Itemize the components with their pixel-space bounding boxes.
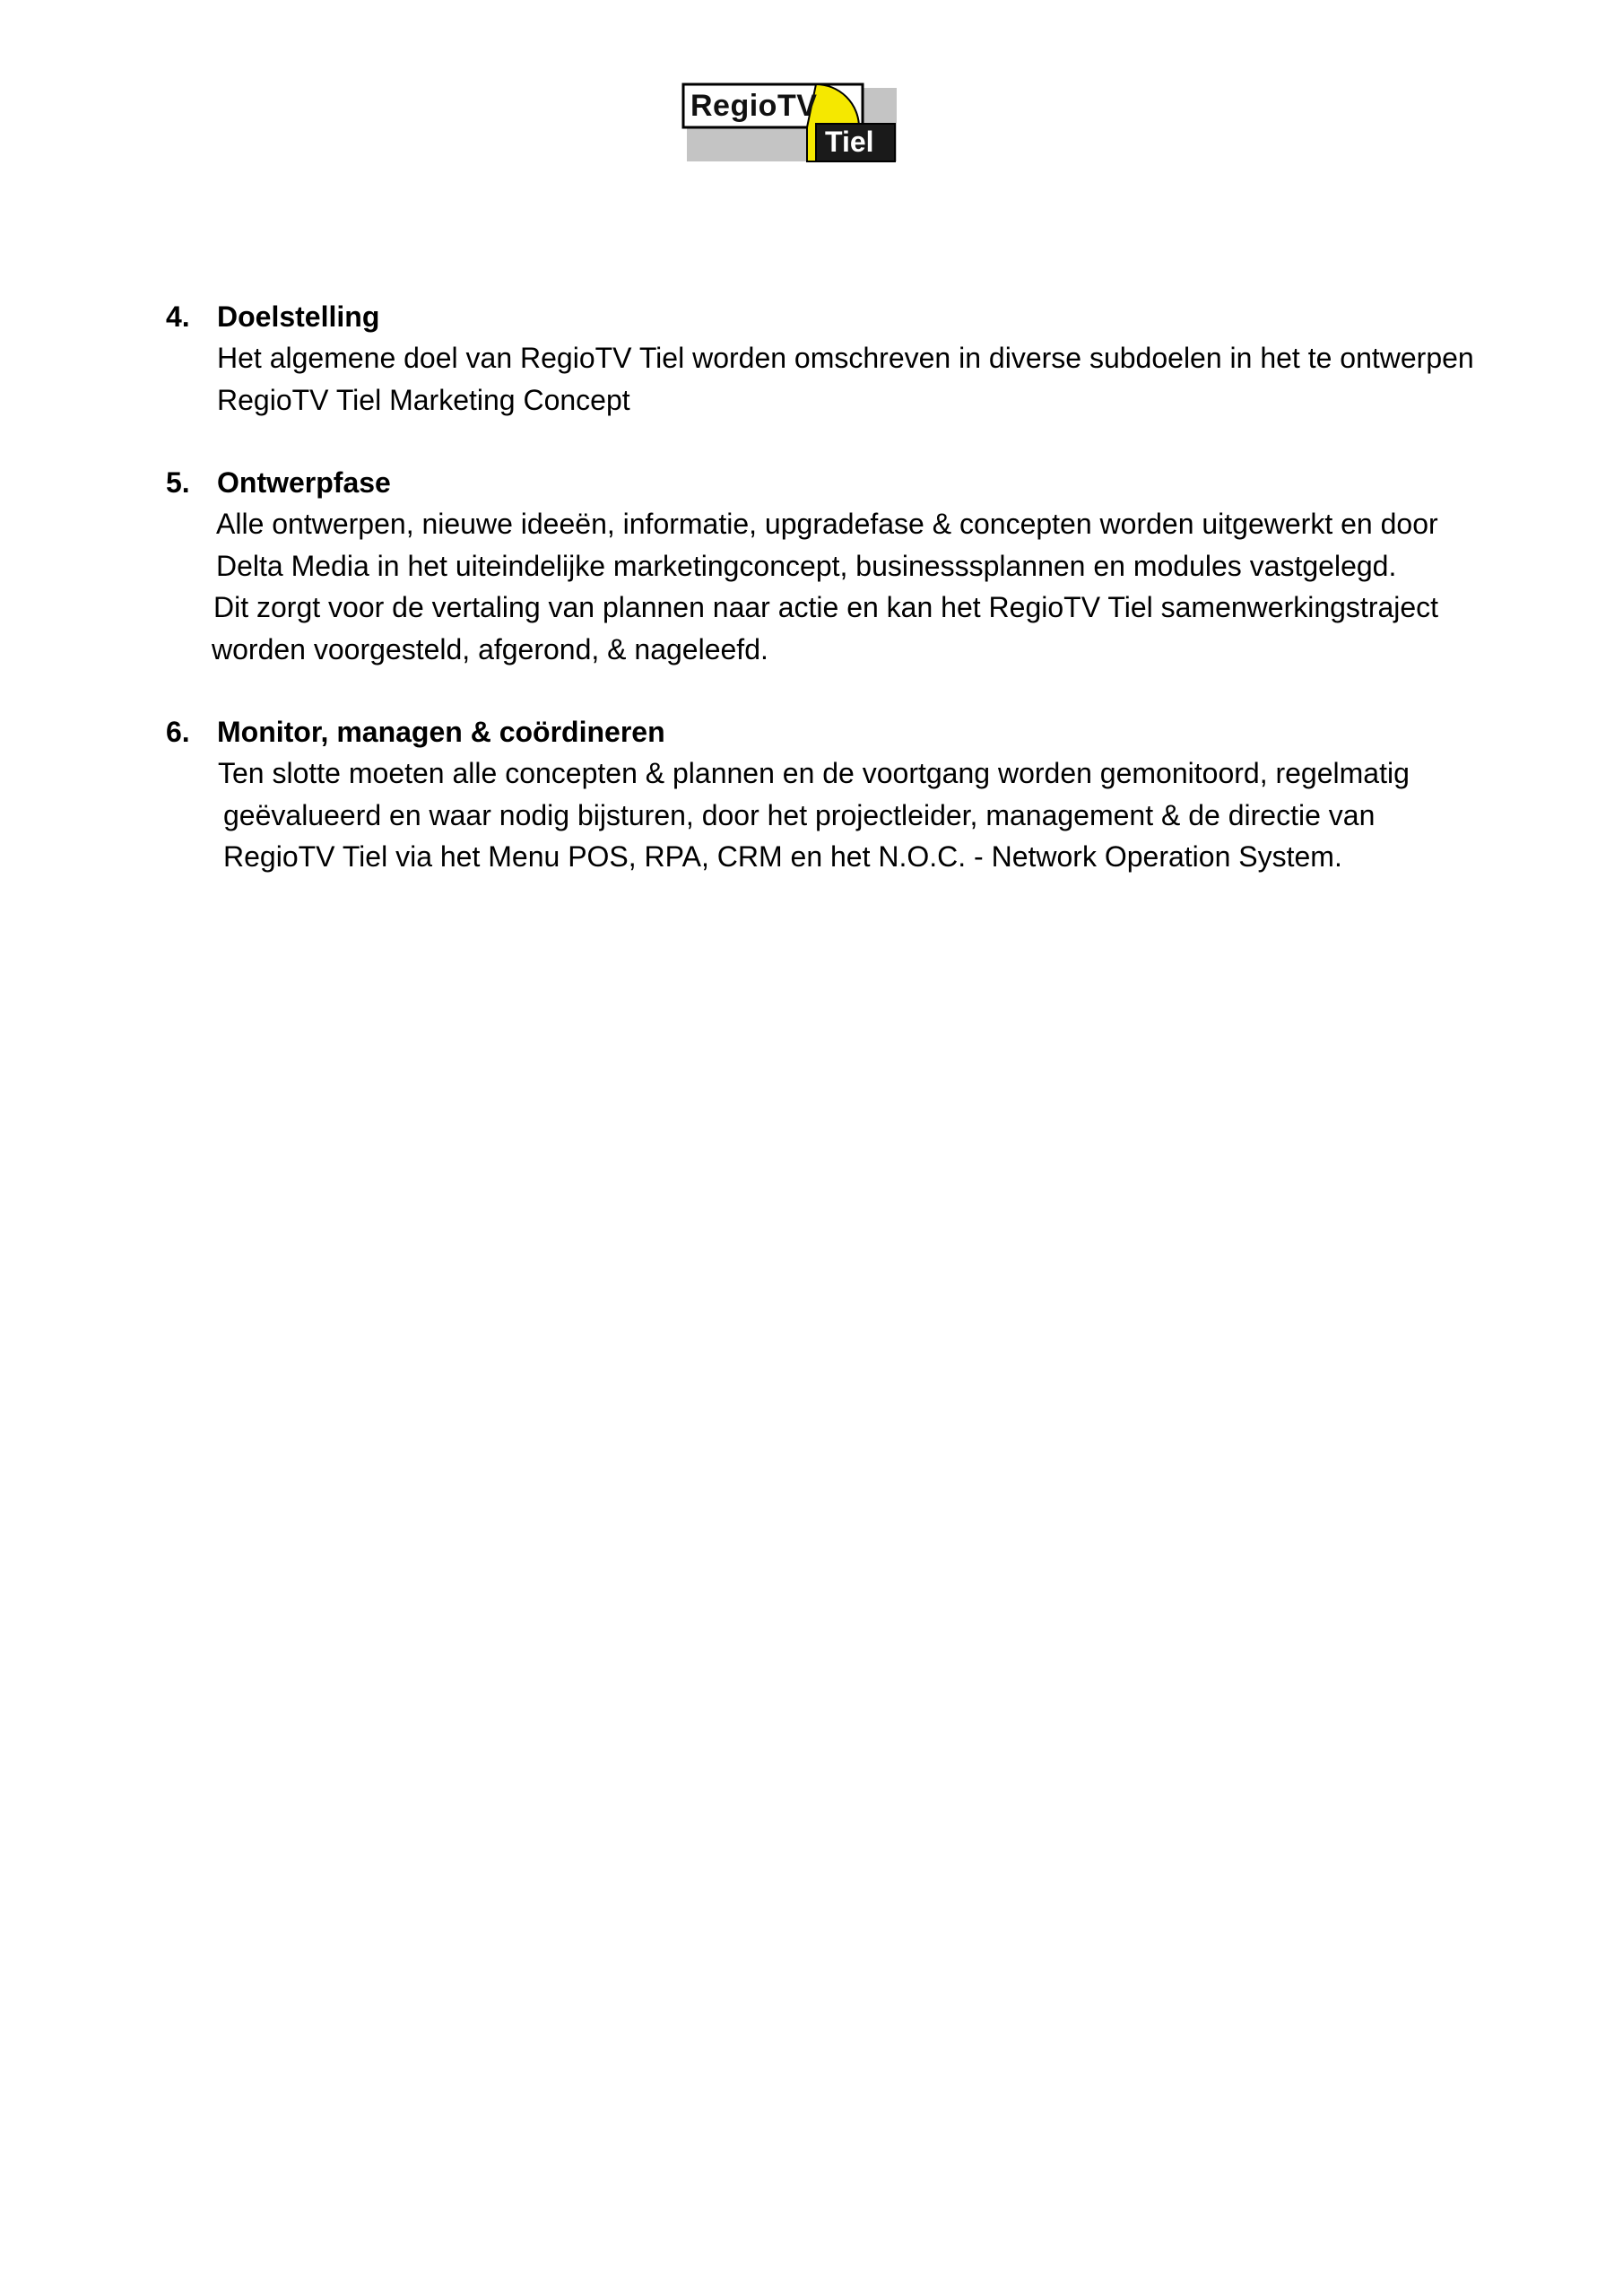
section-heading (166, 296, 1556, 337)
section-monitor (166, 711, 1556, 878)
section-title: Ontwerpfase (217, 466, 391, 499)
logo-text-regiotv: RegioTV (690, 89, 818, 123)
body-line: Dit zorgt voor de vertaling van plannen naar actie en kan het RegioTV Tiel samenwerkingstraject (213, 591, 1439, 623)
section-doelstelling (166, 296, 1556, 421)
logo-text-tiel: Tiel (825, 126, 874, 158)
body-line: RegioTV Tiel via het Menu POS, RPA, CRM en het N.O.C. - Network Operation System. (223, 840, 1342, 873)
section-number: 4. (166, 300, 190, 333)
section-number: 5. (166, 466, 190, 499)
body-line: RegioTV Tiel Marketing Concept (217, 383, 630, 416)
regiotv-tiel-logo (681, 83, 901, 165)
section-ontwerpfase (166, 462, 1556, 670)
section-body (166, 752, 1556, 878)
section-title: Monitor, managen & coördineren (217, 716, 665, 748)
body-line: Ten slotte moeten alle concepten & plannen en de voortgang worden gemonitoord, regelmatig (218, 757, 1410, 789)
section-heading (166, 711, 1556, 752)
body-line: Alle ontwerpen, nieuwe ideeën, informatie, upgradefase & concepten worden uitgewerkt en door (216, 508, 1438, 540)
section-body (166, 337, 1556, 421)
document-content (166, 296, 1556, 919)
section-heading (166, 462, 1556, 503)
body-line: Delta Media in het uiteindelijke marketingconcept, businesssplannen en modules vastgelegd. (216, 549, 1397, 582)
body-line: geëvalueerd en waar nodig bijsturen, door het projectleider, management & de directie van (223, 798, 1376, 831)
body-line: Het algemene doel van RegioTV Tiel worden omschreven in diverse subdoelen in het te ontwerpen (217, 342, 1474, 374)
section-number: 6. (166, 716, 190, 748)
section-body (166, 503, 1556, 670)
body-line: worden voorgesteld, afgerond, & nageleefd. (212, 632, 768, 665)
section-title: Doelstelling (217, 300, 380, 333)
